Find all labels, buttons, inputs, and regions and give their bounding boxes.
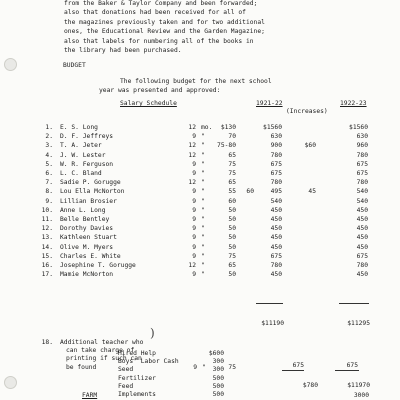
months: 9 (192, 160, 196, 168)
months: 12 (188, 124, 196, 131)
monthly-rate: 75 (228, 252, 236, 260)
farm-heading: FARM (82, 392, 98, 399)
monthly-rate: 60 (228, 197, 236, 205)
amount-1921-22: 780 (270, 179, 282, 187)
grand-total-increase: $780 (302, 382, 318, 389)
amount-1922-23: 780 (356, 262, 368, 269)
amount-1921-22: 450 (270, 225, 282, 233)
unit: " (201, 234, 205, 242)
months: 12 (188, 151, 196, 159)
row-number: 8. (45, 188, 53, 196)
amount-1921-22: 450 (270, 234, 282, 242)
months: 9 (192, 188, 196, 196)
amount-1922-23: 450 (356, 216, 368, 223)
item-line: Additional teacher who (60, 339, 144, 346)
amount-1921-22: 450 (270, 206, 282, 214)
budget-intro-line: year was presented and approved: (99, 87, 221, 94)
farm-item-label: Feed (118, 382, 134, 390)
monthly-rate: 75 (228, 170, 236, 177)
months: 9 (192, 133, 196, 141)
row-number: 11. (41, 216, 53, 223)
months: 9 (192, 197, 196, 205)
months: 9 (192, 234, 196, 242)
unit: " (201, 179, 205, 187)
amount-1921-22: 495 (270, 188, 282, 196)
teacher-name: D. F. Jeffreys (60, 133, 114, 141)
unit: " (201, 225, 205, 233)
farm-item-amount: 500 (212, 391, 224, 398)
amount-1921-22: 450 (270, 271, 282, 279)
unit: mo. (201, 124, 213, 131)
increases-label: (Increases) (286, 108, 328, 115)
item-line: can take charge of (66, 347, 135, 354)
unit: " (201, 243, 205, 251)
intro-line: from the Baker & Taylor Company and been forwarded; (64, 0, 258, 7)
binder-hole-bottom (4, 376, 17, 389)
monthly-rate: 75-80 (217, 142, 236, 150)
amount-1921-22: 630 (270, 133, 282, 141)
unit: " (201, 206, 205, 214)
amount-1922-23: 450 (356, 234, 368, 242)
amount-1922-23: 450 (356, 243, 368, 251)
unit: " (201, 170, 205, 177)
item-line: be found (66, 364, 97, 371)
total-1921-22: $11190 (261, 320, 284, 327)
row-number: 16. (41, 262, 53, 269)
amount-1921-22: 540 (270, 197, 282, 205)
row-number: 1. (45, 124, 53, 131)
row-number: 18. (41, 339, 53, 346)
months: 9 (192, 252, 196, 260)
row-number: 7. (45, 179, 53, 187)
amount-1921-22: 675 (270, 160, 282, 168)
grand-total-1922-23: $11970 (347, 382, 370, 389)
months: 12 (188, 179, 196, 187)
item18-rule-1921 (282, 370, 304, 371)
months: 9 (192, 225, 196, 233)
budget-intro-line: The following budget for the next school (120, 78, 272, 85)
farm-item-amount: $600 (208, 350, 224, 357)
monthly-rate: 50 (228, 234, 236, 242)
total-rule-1922 (339, 303, 369, 304)
teacher-name: Mamie McNorton (60, 271, 114, 279)
unit: " (201, 197, 205, 205)
farm-item-label: Implements (118, 391, 156, 398)
total-1922-23: $11295 (347, 320, 370, 327)
row-number: 9. (45, 197, 53, 205)
unit: " (201, 271, 205, 279)
amount-1921-22: 780 (270, 151, 282, 159)
monthly-rate: $130 (220, 124, 236, 131)
row-number: 12. (41, 225, 53, 233)
teacher-name: Lillian Brosier (60, 197, 117, 205)
amount-1921-22: 675 (292, 362, 304, 369)
monthly-rate: 50 (228, 216, 236, 223)
row-number: 5. (45, 160, 53, 168)
farm-item-label: Boys' Labor Cash (118, 358, 179, 366)
farm-item-amount: 500 (212, 382, 224, 390)
teacher-name: Sadie P. Gorugge (60, 179, 121, 187)
row-number: 3. (45, 142, 53, 150)
amount-1922-23: $1560 (349, 124, 368, 131)
monthly-rate: 50 (228, 225, 236, 233)
unit: " (201, 142, 205, 150)
total-rule-1921 (256, 303, 283, 304)
amount-1922-23: 780 (356, 179, 368, 187)
monthly-rate: 55 (228, 188, 236, 196)
teacher-name: T. A. Jeter (60, 142, 102, 150)
amount-1921-22: 675 (270, 170, 282, 177)
months: 12 (188, 142, 196, 150)
teacher-name: Josephine T. Gorugge (60, 262, 136, 269)
pencil-mark: ) (150, 326, 155, 340)
column-1921-22: 1921-22 (256, 100, 283, 107)
intro-line: also that donations had been received for all of (64, 9, 246, 16)
farm-item-label: Seed (118, 366, 134, 374)
unit: " (201, 151, 205, 159)
salary-schedule-heading: Salary Schedule (120, 100, 177, 107)
months: 9 (192, 170, 196, 177)
farm-item-amount: 300 (212, 358, 224, 366)
intro-line: ones, the Educational Review and the Garden Magazine; (64, 28, 265, 35)
monthly-rate: 50 (228, 206, 236, 214)
increase-amount: $60 (304, 142, 316, 150)
unit: " (202, 364, 206, 371)
amount-1922-23: 450 (356, 225, 368, 233)
farm-partial-total: 3000 (353, 392, 369, 399)
item-line: printing if such can (66, 355, 142, 362)
unit: " (201, 188, 205, 196)
row-number: 15. (41, 252, 53, 260)
increase-amount: 45 (308, 188, 316, 196)
unit: " (201, 216, 205, 223)
row-number: 10. (41, 206, 53, 214)
monthly-rate: 65 (228, 151, 236, 159)
teacher-name: Dorothy Davies (60, 225, 114, 233)
teacher-name: J. W. Lester (60, 151, 106, 159)
monthly-rate: 75 (228, 160, 236, 168)
months: 9 (192, 206, 196, 214)
amount-1922-23: 450 (356, 206, 368, 214)
teacher-name: L. C. Bland (60, 170, 102, 177)
amount-1922-23: 675 (356, 160, 368, 168)
unit: " (201, 133, 205, 141)
unit: " (201, 252, 205, 260)
amount-1921-22: 675 (270, 252, 282, 260)
teacher-name: Olive M. Myers (60, 243, 114, 251)
teacher-name: Lou Ella McNorton (60, 188, 125, 196)
amount-1922-23: 540 (356, 188, 368, 196)
row-number: 14. (41, 243, 53, 251)
unit: " (201, 160, 205, 168)
monthly-rate: 75 (228, 364, 236, 371)
monthly-rate: 50 (228, 271, 236, 279)
row-number: 6. (45, 170, 53, 177)
teacher-name: Belle Bentley (60, 216, 110, 223)
amount-1922-23: 960 (356, 142, 368, 150)
amount-1921-22: 900 (270, 142, 282, 150)
teacher-name: E. S. Long (60, 124, 98, 131)
amount-1922-23: 450 (356, 271, 368, 279)
monthly-rate: 50 (228, 243, 236, 251)
unit: " (201, 262, 205, 269)
binder-hole-top (4, 58, 17, 71)
teacher-name: Charles E. White (60, 252, 121, 260)
amount-1922-23: 630 (356, 133, 368, 141)
column-1922-23: 1922-23 (340, 100, 367, 107)
monthly-rate: 65 (228, 179, 236, 187)
amount-1921-22: 450 (270, 216, 282, 223)
teacher-name: W. R. Ferguson (60, 160, 114, 168)
budget-heading: BUDGET (63, 62, 86, 69)
amount-1922-23: 780 (356, 151, 368, 159)
months: 9 (193, 364, 197, 371)
monthly-rate: 70 (228, 133, 236, 141)
intro-line: the library had been purchased. (64, 47, 182, 54)
intro-line: the magazines previously taken and for two additional (64, 19, 265, 26)
months: 9 (192, 271, 196, 279)
farm-item-amount: 500 (212, 374, 224, 382)
farm-item-label: Hired Help (118, 350, 156, 357)
row-number: 2. (45, 133, 53, 141)
amount-1921-22: $1560 (263, 124, 282, 131)
amount-1922-23: 675 (356, 252, 368, 260)
intro-line: also that labels for numbering all of the books in (64, 38, 254, 45)
revised-rate: 60 (246, 188, 254, 196)
amount-1922-23: 540 (356, 197, 368, 205)
amount-1922-23: 675 (356, 170, 368, 177)
teacher-name: Anne L. Long (60, 206, 106, 214)
amount-1922-23: 675 (346, 362, 358, 369)
monthly-rate: 65 (228, 262, 236, 269)
row-number: 13. (41, 234, 53, 242)
row-number: 4. (45, 151, 53, 159)
row-number: 17. (41, 271, 53, 279)
months: 12 (188, 262, 196, 269)
months: 9 (192, 216, 196, 223)
teacher-name: Kathleen Stuart (60, 234, 117, 242)
months: 9 (192, 243, 196, 251)
farm-item-amount: 300 (212, 366, 224, 374)
farm-item-label: Fertilizer (118, 374, 156, 382)
amount-1921-22: 450 (270, 243, 282, 251)
item18-rule-1922 (335, 370, 359, 371)
amount-1921-22: 780 (270, 262, 282, 269)
